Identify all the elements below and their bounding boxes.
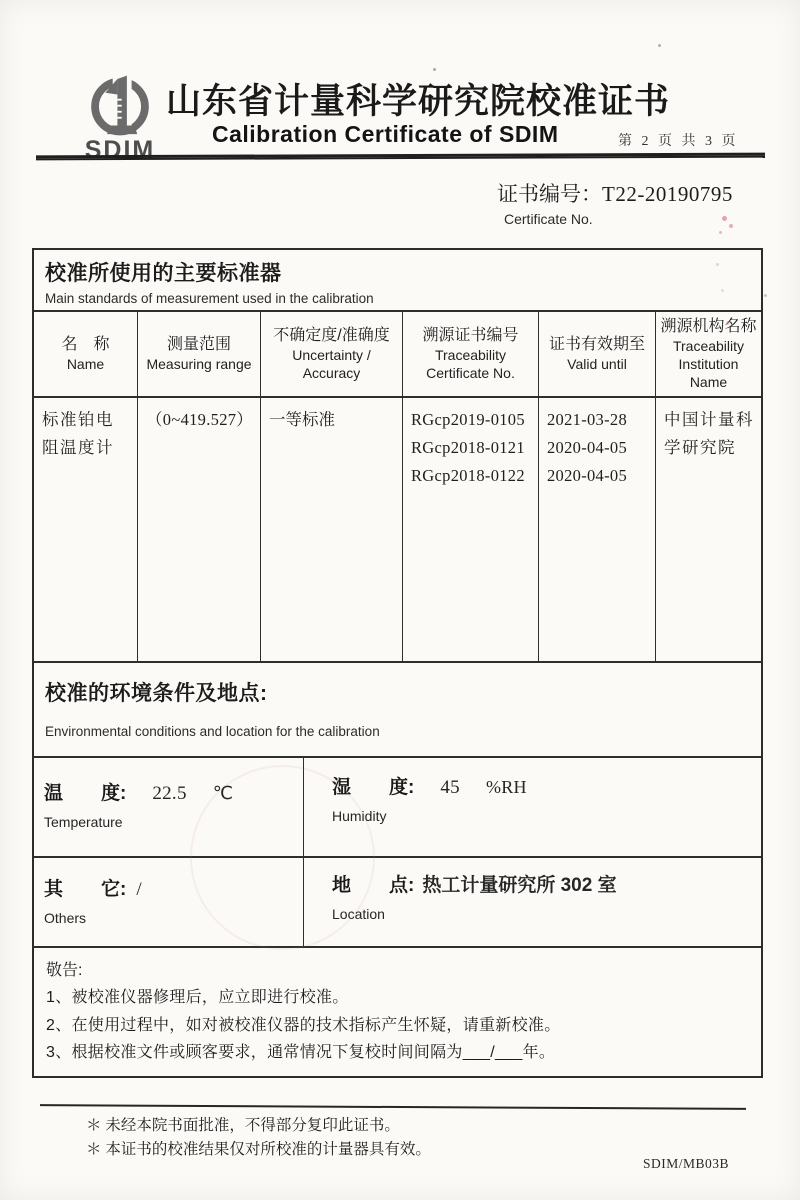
traceability-certificate-2: RGcp2018-0121 [411,438,525,458]
humidity-label: 湿 度: [332,777,415,799]
institution-value: 中国计量科学研究院 [664,411,754,458]
dust-speck [764,294,767,297]
form-code: SDIM/MB03B [643,1156,730,1171]
notice-item-2: 2、在使用过程中，如对被校准仪器的技术指标产生怀疑，请重新校准。 [46,1016,561,1034]
temperature-humidity-row [34,758,761,858]
certificate-number [497,178,733,208]
humidity-value: 45 [440,777,460,799]
valid-until-date-2: 2020-04-05 [547,438,627,458]
cell-uncertainty [261,398,403,661]
certificate-number-label-english: Certificate No. [504,211,593,227]
others-label-english: Others [44,910,87,927]
page-number: 第 2 页 共 3 页 [618,134,739,149]
environment-section-title [34,663,761,758]
column-header-uncertainty-en: Uncertainty / Accuracy [292,347,371,382]
ink-speck [729,224,733,228]
environment-title-zh: 校准的环境条件及地点: [45,682,268,706]
ink-speck [721,289,724,292]
traceability-certificate-3: RGcp2018-0122 [411,466,525,486]
column-header-traceability-cert-en: Traceability Certificate No. [426,347,515,382]
dust-speck [433,68,436,71]
dust-speck [658,44,661,47]
notice-item-3: 3、根据校准文件或顾客要求，通常情况下复校时间间隔为___/___年。 [46,1044,556,1062]
temperature-label: 温 度: [44,783,127,805]
footer-note-1: ＊ 未经本院书面批准，不得部分复印此证书。 [86,1117,400,1134]
certificate-table [32,248,763,1078]
location-label-english: Location [332,906,385,923]
others-value: / [136,879,142,901]
page-title-english: Calibration Certificate of SDIM [212,121,559,147]
others-location-row [34,858,761,948]
column-header-measuring-range-en: Measuring range [146,356,252,373]
sdim-logo [66,70,174,165]
ink-speck [722,216,727,221]
location-value: 热工计量研究所 302 室 [422,875,617,897]
temperature-value: 22.5 [152,783,187,805]
temperature-unit: ℃ [212,783,233,804]
location-line [332,870,751,897]
notice-item-1: 1、被校准仪器修理后，应立即进行校准。 [46,989,349,1007]
column-header-name-zh: 名 称 [61,336,110,354]
valid-until-date-1: 2021-03-28 [547,410,627,430]
standard-name-value: 标准铂电阻温度计 [42,411,114,458]
column-header-institution-en: Traceability Institution Name [672,338,745,391]
notice-title: 敬告: [46,962,83,980]
uncertainty-value: 一等标准 [269,411,335,430]
stamp-bleed-mark [190,765,375,950]
ink-speck [726,321,730,325]
standards-table-data-row [34,398,761,663]
column-header-traceability-cert [403,312,539,396]
cell-measuring-range [138,398,261,661]
column-header-uncertainty-zh: 不确定度/准确度 [273,327,390,345]
ink-speck [716,263,719,266]
column-header-traceability-cert-zh: 溯源证书编号 [422,327,519,345]
column-header-valid-until-en: Valid until [567,356,627,373]
column-header-valid-until [539,312,656,396]
column-header-name [34,312,138,396]
environment-title-en: Environmental conditions and location for the calibration [45,724,380,740]
sdim-logo-label: SDIM [84,136,156,164]
column-header-measuring-range [138,312,261,396]
footer-note-2: ＊ 本证书的校准结果仅对所校准的计量器具有效。 [86,1140,431,1158]
footer-divider [40,1104,746,1110]
cell-standard-name [34,398,138,661]
footer-notes [86,1114,431,1161]
cell-traceability-certificates [403,398,539,661]
page-title: 山东省计量科学研究院校准证书 [166,82,671,121]
column-header-name-en: Name [66,356,105,373]
cell-valid-until [539,398,656,661]
certificate-number-label: 证书编号： [497,182,602,206]
column-header-institution-zh: 溯源机构名称 [660,318,757,336]
ink-speck [719,231,722,234]
humidity-label-english: Humidity [332,808,387,825]
standards-title-en: Main standards of measurement used in the calibration [45,291,374,306]
location-label: 地 点: [332,875,415,897]
standards-table-header-row [34,312,761,398]
humidity-line [332,772,751,799]
standards-section-title [34,250,761,312]
traceability-certificate-1: RGcp2019-0105 [411,410,525,430]
column-header-uncertainty [261,312,403,396]
notice-section [34,948,761,1076]
column-header-institution [656,312,761,396]
humidity-unit: %RH [485,777,527,798]
certificate-number-value: T22-20190795 [602,182,733,206]
cell-institution [656,398,761,661]
measuring-range-value: （0~419.527） [146,410,254,430]
valid-until-date-3: 2020-04-05 [547,466,627,486]
column-header-measuring-range-zh: 测量范围 [166,336,231,354]
standards-title-zh: 校准所使用的主要标准器 [45,262,282,285]
temperature-label-english: Temperature [44,814,123,831]
column-header-valid-until-zh: 证书有效期至 [548,336,645,354]
others-label: 其 它: [44,879,127,901]
